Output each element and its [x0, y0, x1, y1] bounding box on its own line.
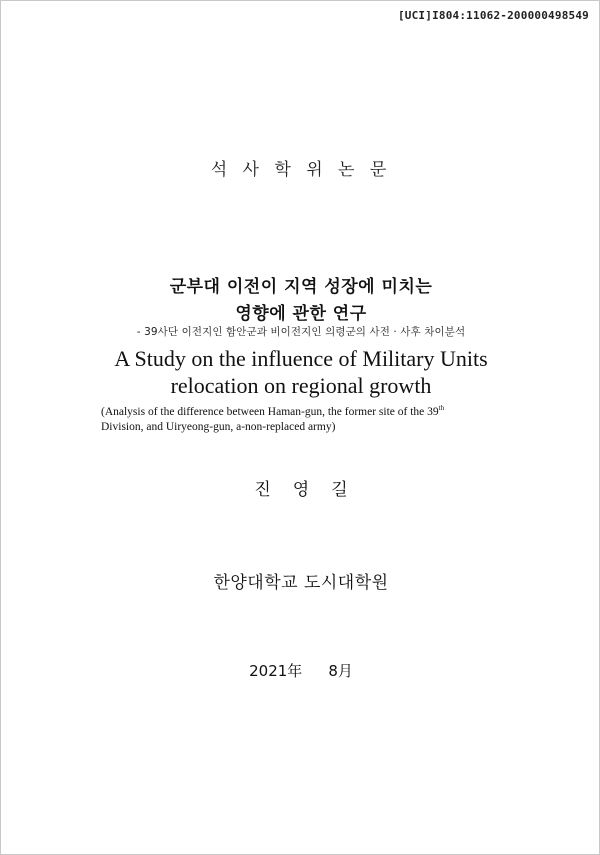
graduate-school: 한양대학교 도시대학원 — [213, 573, 389, 593]
ordinal-suffix: th — [438, 404, 445, 413]
english-subtitle-line-1 — [101, 405, 521, 420]
english-subtitle-line-1-text: (Analysis of the difference between Haman-gun, the former site of the 39 — [101, 406, 439, 418]
author-name-char: 진 — [254, 480, 271, 500]
uci-identifier: [UCI]I804:11062-200000498549 — [397, 9, 589, 22]
degree-type: 석 사 학 위 논 문 — [210, 160, 392, 180]
submission-year: 2021年 — [249, 662, 303, 680]
korean-subtitle: - 39사단 이전지인 함안군과 비이전지인 의령군의 사전 · 사후 차이분석 — [136, 326, 466, 338]
author-name-char: 길 — [331, 480, 348, 500]
english-subtitle — [101, 405, 521, 435]
korean-title-line-2: 영향에 관한 연구 — [235, 304, 367, 324]
submission-month: 8月 — [328, 662, 353, 680]
author-name-char: 영 — [292, 480, 310, 500]
korean-title-line-1: 군부대 이전이 지역 성장에 미치는 — [169, 277, 433, 297]
english-title-line-1: A Study on the influence of Military Units — [114, 346, 488, 371]
author-name — [1, 475, 600, 500]
english-subtitle-line-2: Division, and Uiryeong-gun, a-non-replaced army) — [101, 421, 336, 433]
submission-date — [1, 660, 600, 681]
english-title-line-2: relocation on regional growth — [170, 373, 432, 398]
